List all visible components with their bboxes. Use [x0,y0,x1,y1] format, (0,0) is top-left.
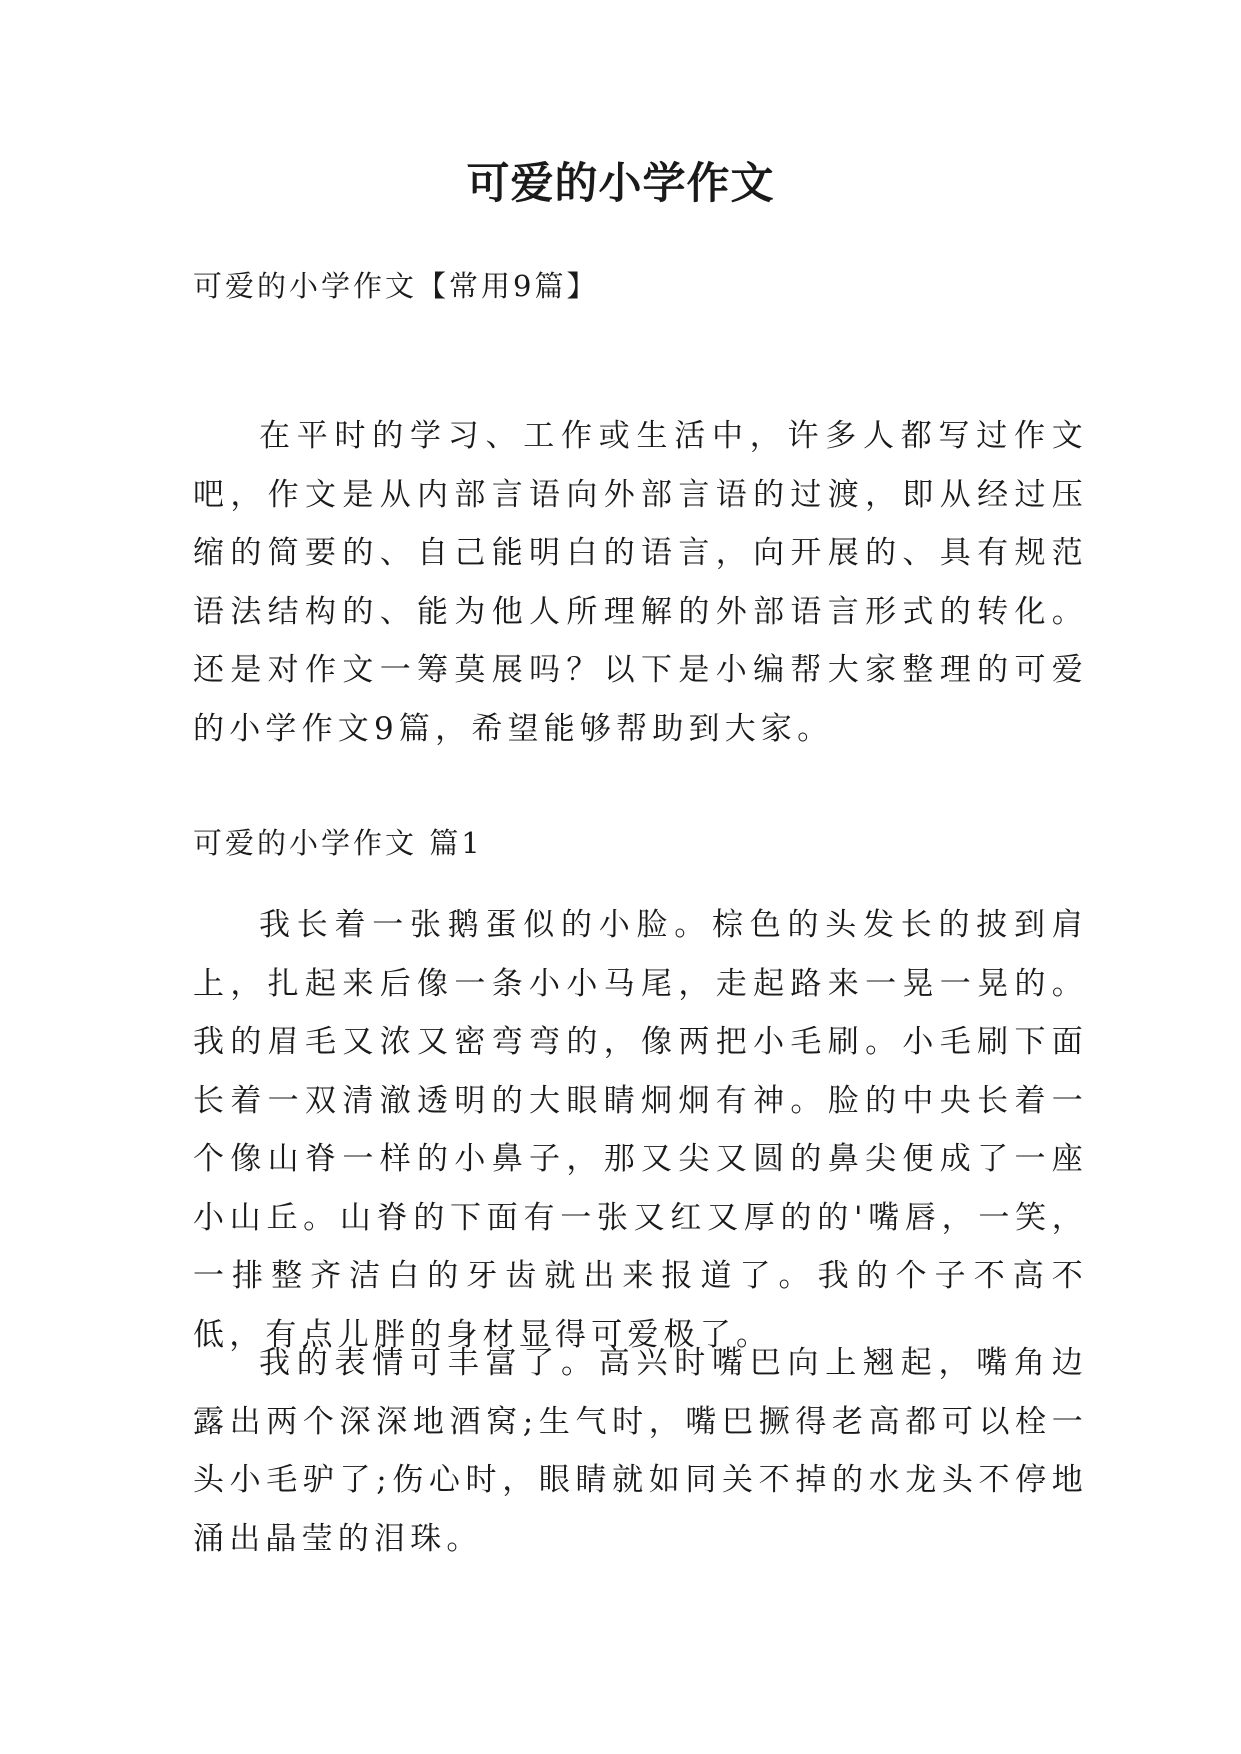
body-paragraph: 我的表情可丰富了。高兴时嘴巴向上翘起，嘴角边露出两个深深地酒窝;生气时，嘴巴撅得老高都可以栓一头小毛驴了;伤心时，眼睛就如同关不掉的水龙头不停地涌出晶莹的泪珠。 [193,1345,1088,1557]
body-paragraph: 我长着一张鹅蛋似的小脸。棕色的头发长的披到肩上，扎起来后像一条小小马尾，走起路来一晃一晃的。我的眉毛又浓又密弯弯的，像两把小毛刷。小毛刷下面长着一双清澈透明的大眼睛炯炯有神。脸的中央长着一个像山脊一样的小鼻子，那又尖又圆的鼻尖便成了一座小山丘。山脊的下面有一张又红又厚的的'嘴唇，一笑，一排整齐洁白的牙齿就出来报道了。我的个子不高不低，有点儿胖的身材显得可爱极了。 [193,907,1088,1353]
intro-paragraph: 在平时的学习、工作或生活中，许多人都写过作文吧，作文是从内部言语向外部言语的过渡，即从经过压缩的简要的、自己能明白的语言，向开展的、具有规范语法结构的、能为他人所理解的外部语言形式的转化。还是对作文一筹莫展吗？以下是小编帮大家整理的可爱的小学作文9篇，希望能够帮助到大家。 [193,418,1088,747]
document-subtitle: 可爱的小学作文【常用9篇】 [193,269,599,303]
section-heading: 可爱的小学作文 篇1 [193,826,483,860]
document-title: 可爱的小学作文 [466,159,775,209]
